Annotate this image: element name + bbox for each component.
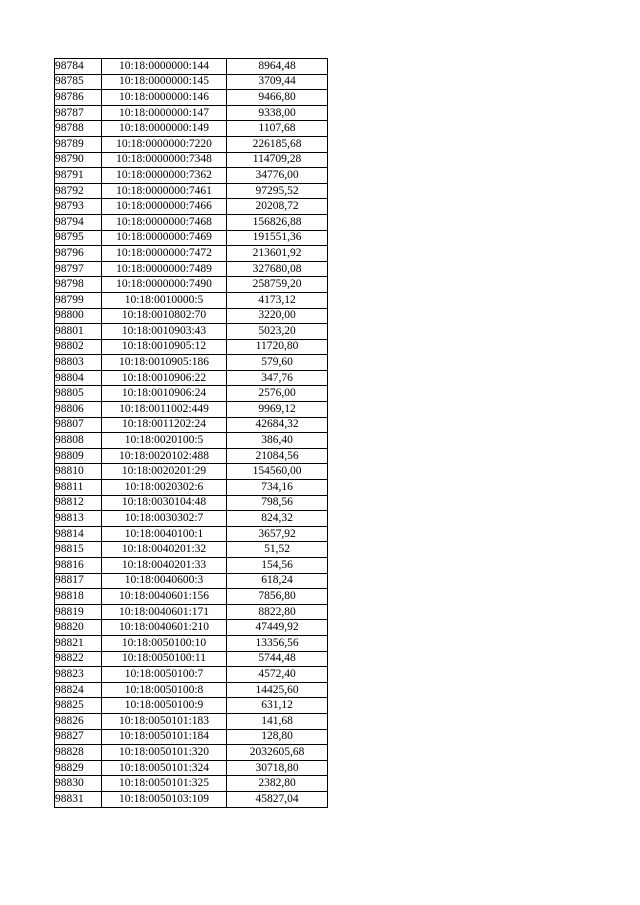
table-row — [55, 433, 328, 449]
cadastral-number-cell: 10:18:0000000:7220 — [102, 136, 227, 152]
row-id-cell: 98807 — [55, 417, 102, 433]
cadastral-number-cell: 10:18:0020102:488 — [102, 448, 227, 464]
cadastral-number-cell: 10:18:0050100:7 — [102, 667, 227, 683]
amount-cell: 154,56 — [227, 558, 328, 574]
row-id-cell: 98810 — [55, 464, 102, 480]
table-row — [55, 402, 328, 418]
table-row — [55, 667, 328, 683]
table-row — [55, 339, 328, 355]
table-row — [55, 417, 328, 433]
table-row — [55, 729, 328, 745]
cadastral-number-cell: 10:18:0000000:7469 — [102, 230, 227, 246]
cadastral-number-cell: 10:18:0040201:33 — [102, 558, 227, 574]
amount-cell: 4572,40 — [227, 667, 328, 683]
cadastral-number-cell: 10:18:0010906:24 — [102, 386, 227, 402]
amount-cell: 618,24 — [227, 573, 328, 589]
row-id-cell: 98790 — [55, 152, 102, 168]
amount-cell: 2382,80 — [227, 776, 328, 792]
table-row — [55, 589, 328, 605]
cadastral-number-cell: 10:18:0040100:1 — [102, 526, 227, 542]
table-row — [55, 573, 328, 589]
row-id-cell: 98829 — [55, 760, 102, 776]
table-row — [55, 526, 328, 542]
row-id-cell: 98818 — [55, 589, 102, 605]
row-id-cell: 98794 — [55, 214, 102, 230]
amount-cell: 213601,92 — [227, 246, 328, 262]
amount-cell: 154560,00 — [227, 464, 328, 480]
table-row — [55, 74, 328, 90]
cadastral-number-cell: 10:18:0010905:186 — [102, 355, 227, 371]
table-body — [55, 59, 328, 808]
cadastral-number-cell: 10:18:0010903:43 — [102, 324, 227, 340]
row-id-cell: 98826 — [55, 713, 102, 729]
cadastral-number-cell: 10:18:0000000:147 — [102, 105, 227, 121]
cadastral-number-cell: 10:18:0010905:12 — [102, 339, 227, 355]
amount-cell: 141,68 — [227, 713, 328, 729]
amount-cell: 42684,32 — [227, 417, 328, 433]
amount-cell: 3657,92 — [227, 526, 328, 542]
row-id-cell: 98797 — [55, 261, 102, 277]
row-id-cell: 98787 — [55, 105, 102, 121]
row-id-cell: 98784 — [55, 59, 102, 75]
table-row — [55, 90, 328, 106]
cadastral-number-cell: 10:18:0050103:109 — [102, 791, 227, 807]
amount-cell: 579,60 — [227, 355, 328, 371]
table-row — [55, 324, 328, 340]
table-row — [55, 121, 328, 137]
table-row — [55, 682, 328, 698]
amount-cell: 97295,52 — [227, 183, 328, 199]
document-page — [54, 58, 328, 808]
cadastral-number-cell: 10:18:0050101:325 — [102, 776, 227, 792]
cadastral-number-cell: 10:18:0000000:7466 — [102, 199, 227, 215]
amount-cell: 734,16 — [227, 480, 328, 496]
amount-cell: 9969,12 — [227, 402, 328, 418]
amount-cell: 20208,72 — [227, 199, 328, 215]
cadastral-number-cell: 10:18:0030104:48 — [102, 495, 227, 511]
table-row — [55, 448, 328, 464]
table-row — [55, 214, 328, 230]
amount-cell: 3709,44 — [227, 74, 328, 90]
cadastral-number-cell: 10:18:0010000:5 — [102, 292, 227, 308]
table-row — [55, 59, 328, 75]
row-id-cell: 98827 — [55, 729, 102, 745]
table-row — [55, 370, 328, 386]
cadastral-number-cell: 10:18:0050100:11 — [102, 651, 227, 667]
amount-cell: 2032605,68 — [227, 745, 328, 761]
cadastral-number-cell: 10:18:0050101:324 — [102, 760, 227, 776]
table-row — [55, 464, 328, 480]
cadastral-number-cell: 10:18:0030302:7 — [102, 511, 227, 527]
cadastral-number-cell: 10:18:0040601:210 — [102, 620, 227, 636]
row-id-cell: 98799 — [55, 292, 102, 308]
cadastral-number-cell: 10:18:0040201:32 — [102, 542, 227, 558]
table-row — [55, 760, 328, 776]
row-id-cell: 98792 — [55, 183, 102, 199]
table-row — [55, 152, 328, 168]
cadastral-number-cell: 10:18:0020201:29 — [102, 464, 227, 480]
row-id-cell: 98830 — [55, 776, 102, 792]
row-id-cell: 98815 — [55, 542, 102, 558]
table-row — [55, 635, 328, 651]
amount-cell: 5023,20 — [227, 324, 328, 340]
cadastral-number-cell: 10:18:0040601:171 — [102, 604, 227, 620]
amount-cell: 9466,80 — [227, 90, 328, 106]
cadastral-number-cell: 10:18:0011202:24 — [102, 417, 227, 433]
row-id-cell: 98816 — [55, 558, 102, 574]
row-id-cell: 98811 — [55, 480, 102, 496]
table-row — [55, 776, 328, 792]
amount-cell: 47449,92 — [227, 620, 328, 636]
cadastral-number-cell: 10:18:0000000:7468 — [102, 214, 227, 230]
row-id-cell: 98805 — [55, 386, 102, 402]
table-row — [55, 542, 328, 558]
table-row — [55, 183, 328, 199]
row-id-cell: 98789 — [55, 136, 102, 152]
cadastral-number-cell: 10:18:0000000:149 — [102, 121, 227, 137]
amount-cell: 8822,80 — [227, 604, 328, 620]
amount-cell: 128,80 — [227, 729, 328, 745]
table-row — [55, 791, 328, 807]
cadastral-number-cell: 10:18:0000000:7489 — [102, 261, 227, 277]
amount-cell: 156826,88 — [227, 214, 328, 230]
row-id-cell: 98806 — [55, 402, 102, 418]
table-row — [55, 261, 328, 277]
row-id-cell: 98796 — [55, 246, 102, 262]
row-id-cell: 98812 — [55, 495, 102, 511]
table-row — [55, 713, 328, 729]
table-row — [55, 136, 328, 152]
table-row — [55, 292, 328, 308]
row-id-cell: 98786 — [55, 90, 102, 106]
amount-cell: 4173,12 — [227, 292, 328, 308]
cadastral-number-cell: 10:18:0020100:5 — [102, 433, 227, 449]
amount-cell: 13356,56 — [227, 635, 328, 651]
data-table — [54, 58, 328, 808]
cadastral-number-cell: 10:18:0040600:3 — [102, 573, 227, 589]
cadastral-number-cell: 10:18:0000000:7348 — [102, 152, 227, 168]
amount-cell: 631,12 — [227, 698, 328, 714]
amount-cell: 824,32 — [227, 511, 328, 527]
cadastral-number-cell: 10:18:0050100:8 — [102, 682, 227, 698]
row-id-cell: 98821 — [55, 635, 102, 651]
table-row — [55, 230, 328, 246]
table-row — [55, 105, 328, 121]
cadastral-number-cell: 10:18:0050101:183 — [102, 713, 227, 729]
table-row — [55, 386, 328, 402]
cadastral-number-cell: 10:18:0000000:144 — [102, 59, 227, 75]
amount-cell: 2576,00 — [227, 386, 328, 402]
table-row — [55, 480, 328, 496]
row-id-cell: 98785 — [55, 74, 102, 90]
cadastral-number-cell: 10:18:0050100:9 — [102, 698, 227, 714]
cadastral-number-cell: 10:18:0000000:7362 — [102, 168, 227, 184]
cadastral-number-cell: 10:18:0000000:7461 — [102, 183, 227, 199]
amount-cell: 386,40 — [227, 433, 328, 449]
amount-cell: 798,56 — [227, 495, 328, 511]
table-row — [55, 745, 328, 761]
cadastral-number-cell: 10:18:0010802:70 — [102, 308, 227, 324]
table-row — [55, 620, 328, 636]
cadastral-number-cell: 10:18:0000000:7490 — [102, 277, 227, 293]
amount-cell: 347,76 — [227, 370, 328, 386]
amount-cell: 45827,04 — [227, 791, 328, 807]
amount-cell: 3220,00 — [227, 308, 328, 324]
row-id-cell: 98802 — [55, 339, 102, 355]
table-row — [55, 168, 328, 184]
cadastral-number-cell: 10:18:0020302:6 — [102, 480, 227, 496]
table-row — [55, 355, 328, 371]
row-id-cell: 98820 — [55, 620, 102, 636]
row-id-cell: 98824 — [55, 682, 102, 698]
table-row — [55, 277, 328, 293]
cadastral-number-cell: 10:18:0050101:184 — [102, 729, 227, 745]
row-id-cell: 98791 — [55, 168, 102, 184]
row-id-cell: 98822 — [55, 651, 102, 667]
row-id-cell: 98793 — [55, 199, 102, 215]
table-row — [55, 246, 328, 262]
table-row — [55, 199, 328, 215]
table-row — [55, 495, 328, 511]
table-row — [55, 558, 328, 574]
row-id-cell: 98804 — [55, 370, 102, 386]
row-id-cell: 98808 — [55, 433, 102, 449]
row-id-cell: 98828 — [55, 745, 102, 761]
table-row — [55, 511, 328, 527]
row-id-cell: 98803 — [55, 355, 102, 371]
amount-cell: 258759,20 — [227, 277, 328, 293]
cadastral-number-cell: 10:18:0000000:145 — [102, 74, 227, 90]
row-id-cell: 98813 — [55, 511, 102, 527]
row-id-cell: 98788 — [55, 121, 102, 137]
row-id-cell: 98800 — [55, 308, 102, 324]
amount-cell: 114709,28 — [227, 152, 328, 168]
cadastral-number-cell: 10:18:0000000:146 — [102, 90, 227, 106]
cadastral-number-cell: 10:18:0040601:156 — [102, 589, 227, 605]
table-row — [55, 604, 328, 620]
row-id-cell: 98798 — [55, 277, 102, 293]
row-id-cell: 98817 — [55, 573, 102, 589]
cadastral-number-cell: 10:18:0011002:449 — [102, 402, 227, 418]
amount-cell: 14425,60 — [227, 682, 328, 698]
cadastral-number-cell: 10:18:0050101:320 — [102, 745, 227, 761]
amount-cell: 5744,48 — [227, 651, 328, 667]
cadastral-number-cell: 10:18:0000000:7472 — [102, 246, 227, 262]
cadastral-number-cell: 10:18:0010906:22 — [102, 370, 227, 386]
amount-cell: 21084,56 — [227, 448, 328, 464]
amount-cell: 9338,00 — [227, 105, 328, 121]
row-id-cell: 98814 — [55, 526, 102, 542]
amount-cell: 226185,68 — [227, 136, 328, 152]
amount-cell: 327680,08 — [227, 261, 328, 277]
amount-cell: 191551,36 — [227, 230, 328, 246]
amount-cell: 8964,48 — [227, 59, 328, 75]
row-id-cell: 98795 — [55, 230, 102, 246]
row-id-cell: 98831 — [55, 791, 102, 807]
amount-cell: 11720,80 — [227, 339, 328, 355]
table-row — [55, 651, 328, 667]
row-id-cell: 98809 — [55, 448, 102, 464]
row-id-cell: 98801 — [55, 324, 102, 340]
table-row — [55, 308, 328, 324]
row-id-cell: 98819 — [55, 604, 102, 620]
amount-cell: 1107,68 — [227, 121, 328, 137]
amount-cell: 34776,00 — [227, 168, 328, 184]
table-row — [55, 698, 328, 714]
row-id-cell: 98823 — [55, 667, 102, 683]
cadastral-number-cell: 10:18:0050100:10 — [102, 635, 227, 651]
amount-cell: 7856,80 — [227, 589, 328, 605]
amount-cell: 30718,80 — [227, 760, 328, 776]
amount-cell: 51,52 — [227, 542, 328, 558]
row-id-cell: 98825 — [55, 698, 102, 714]
